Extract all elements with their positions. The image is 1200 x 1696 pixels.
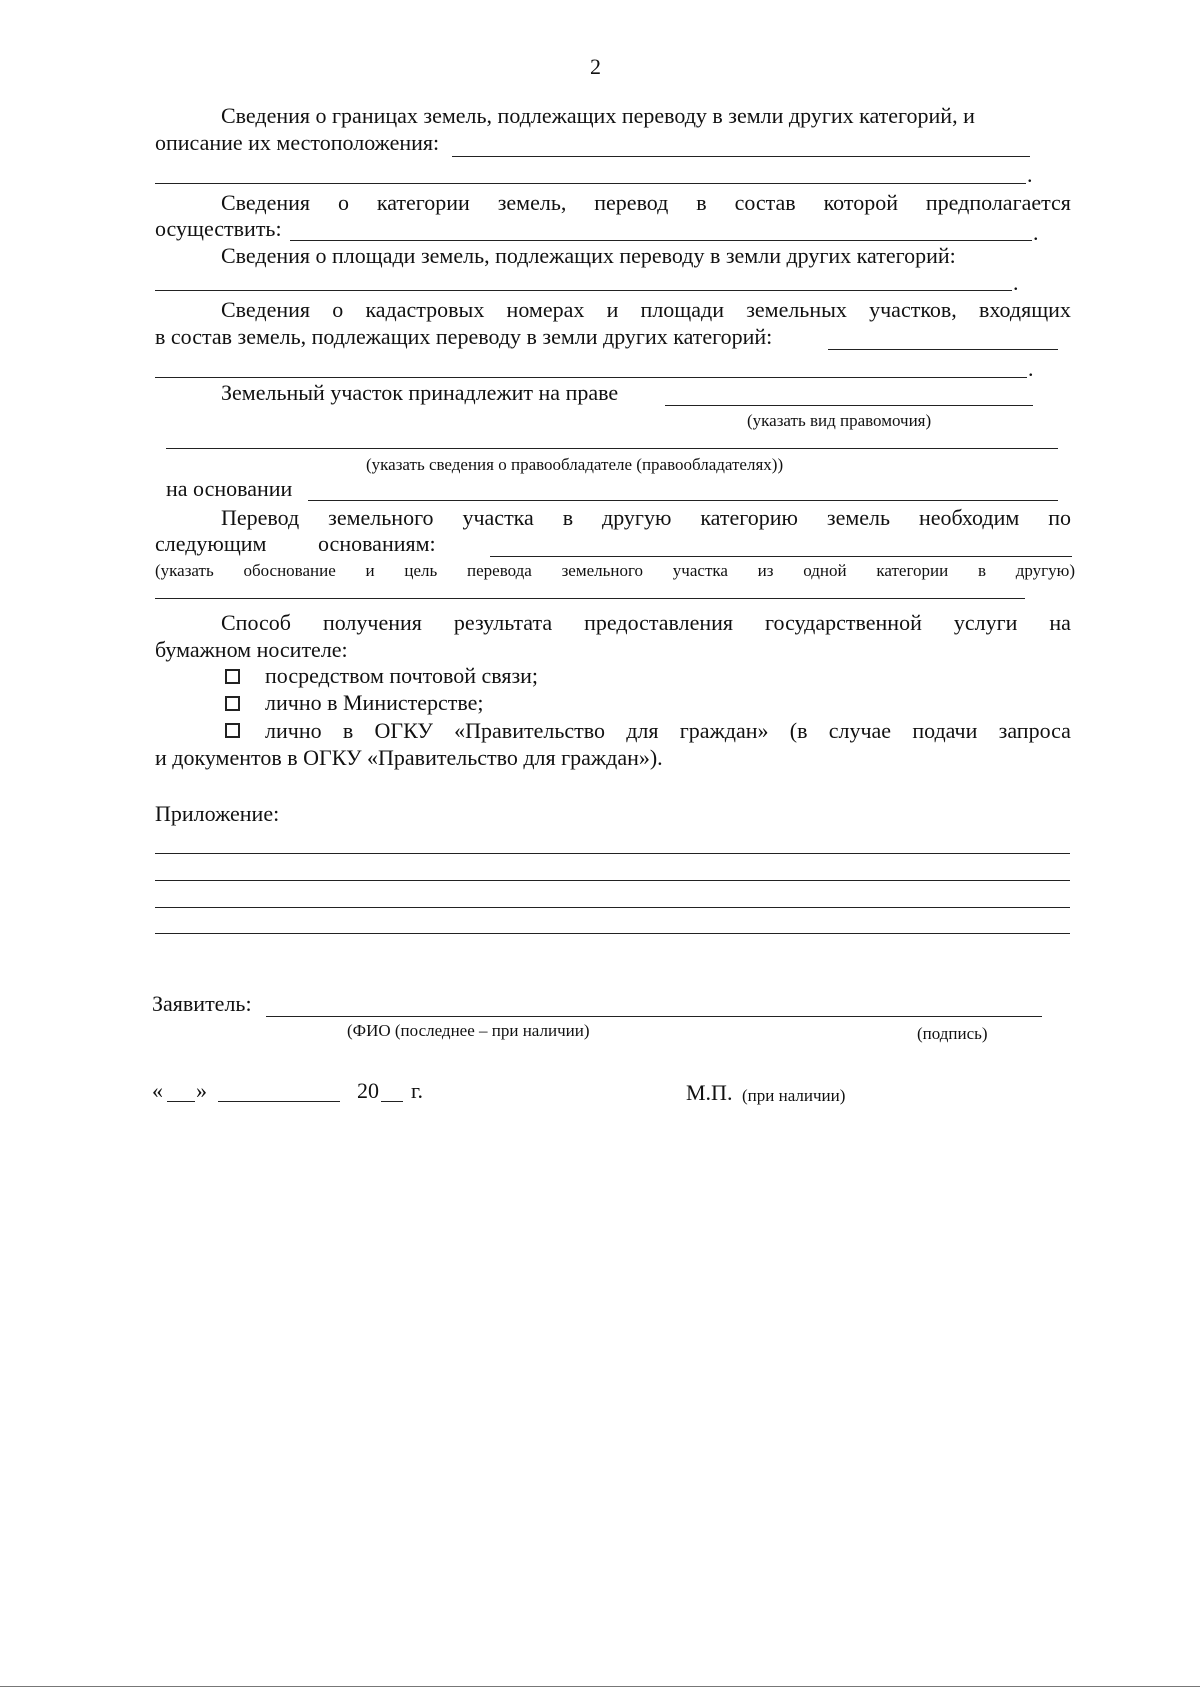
option-ogku-label: лично в ОГКУ «Правительство для граждан» (в случае подачи запроса: [265, 718, 1071, 743]
cadastral-field-2[interactable]: [155, 377, 1027, 378]
date-open-quote: «: [152, 1078, 163, 1103]
borders-heading: Сведения о границах земель, подлежащих переводу в земли других категорий, и: [221, 103, 975, 128]
borders-location-field-2[interactable]: [155, 183, 1026, 184]
basis-label: на основании: [166, 476, 293, 501]
signature-hint: (подпись): [917, 1024, 988, 1043]
page-bottom-edge: [0, 1686, 1200, 1687]
applicant-label: Заявитель:: [152, 991, 252, 1016]
category-heading: Сведения о категории земель, перевод в состав которой предполагается: [221, 190, 1071, 215]
transfer-heading: Перевод земельного участка в другую категорию земель необходим по: [221, 505, 1071, 530]
area-heading: Сведения о площади земель, подлежащих переводу в земли других категорий:: [221, 243, 956, 268]
attachment-line-2[interactable]: [155, 880, 1070, 881]
option-ogku-label-cont: и документов в ОГКУ «Правительство для граждан»).: [155, 745, 663, 770]
option-mail-label: посредством почтовой связи;: [265, 663, 539, 688]
transfer-label-b: основаниям:: [318, 531, 436, 556]
holder-hint: (указать сведения о правообладателе (правообладателях)): [366, 455, 784, 474]
area-end-period: .: [1013, 270, 1019, 295]
transfer-hint: (указать обоснование и цель перевода земельного участка из одной категории в другую): [155, 561, 1075, 580]
attachment-label: Приложение:: [155, 801, 280, 826]
borders-location-label: описание их местоположения:: [155, 130, 440, 155]
option-ogku-checkbox[interactable]: [225, 723, 240, 738]
basis-field[interactable]: [308, 500, 1058, 501]
category-label: осуществить:: [155, 216, 282, 241]
result-method-heading: Способ получения результата предоставления государственной услуги на: [221, 610, 1071, 635]
ownership-label: Земельный участок принадлежит на праве: [221, 380, 619, 405]
right-type-field[interactable]: [665, 405, 1033, 406]
category-end-period: .: [1033, 220, 1039, 245]
date-month-field[interactable]: [218, 1101, 340, 1102]
cadastral-end-period: .: [1028, 356, 1034, 381]
right-type-hint: (указать вид правомочия): [747, 411, 932, 430]
date-year-prefix: 20: [357, 1078, 379, 1103]
transfer-field-2[interactable]: [155, 598, 1025, 599]
attachment-line-3[interactable]: [155, 907, 1070, 908]
transfer-field[interactable]: [490, 556, 1072, 557]
fio-hint: (ФИО (последнее – при наличии): [347, 1021, 590, 1040]
area-field[interactable]: [155, 290, 1012, 291]
category-field[interactable]: [290, 240, 1032, 241]
date-day-field[interactable]: [167, 1101, 195, 1102]
applicant-field[interactable]: [266, 1016, 1042, 1017]
date-year-suffix: г.: [411, 1078, 424, 1103]
option-mail-checkbox[interactable]: [225, 669, 240, 684]
borders-end-period: .: [1027, 162, 1033, 187]
page-number: 2: [590, 54, 601, 79]
option-ministry-checkbox[interactable]: [225, 696, 240, 711]
holder-field[interactable]: [166, 448, 1058, 449]
date-close-quote: »: [196, 1078, 207, 1103]
stamp-label: М.П.: [686, 1080, 733, 1105]
result-method-label: бумажном носителе:: [155, 637, 348, 662]
stamp-hint: (при наличии): [742, 1086, 846, 1105]
cadastral-label: в состав земель, подлежащих переводу в земли других категорий:: [155, 324, 773, 349]
attachment-line-1[interactable]: [155, 853, 1070, 854]
transfer-label-a: следующим: [155, 531, 267, 556]
attachment-line-4[interactable]: [155, 933, 1070, 934]
date-year-field[interactable]: [381, 1101, 403, 1102]
cadastral-field[interactable]: [828, 349, 1058, 350]
cadastral-heading: Сведения о кадастровых номерах и площади земельных участков, входящих: [221, 297, 1071, 322]
borders-location-field[interactable]: [452, 156, 1030, 157]
option-ministry-label: лично в Министерстве;: [265, 690, 484, 715]
